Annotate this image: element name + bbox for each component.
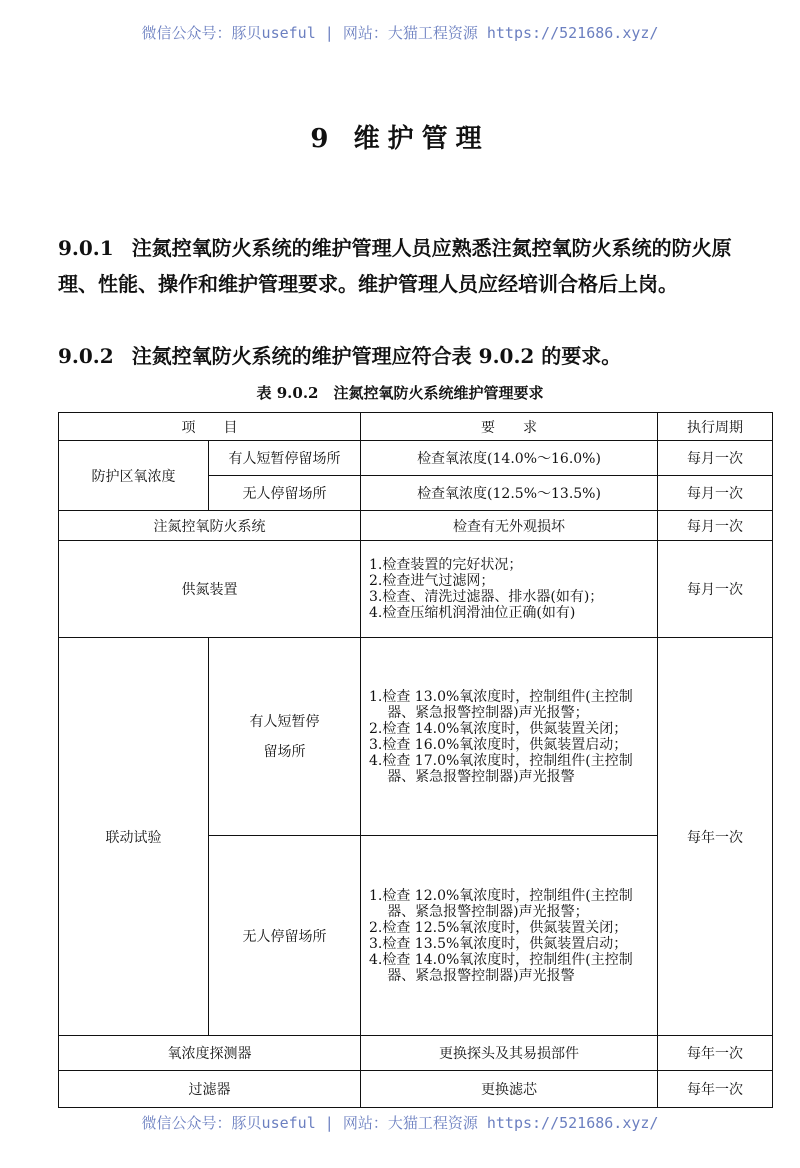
list-item: 1.检查装置的完好状况； bbox=[369, 557, 523, 573]
clause-number: 9.0.2 bbox=[58, 344, 114, 368]
list-item: 3.检查、清洗过滤器、排水器(如有)； bbox=[369, 589, 604, 605]
table-row bbox=[59, 1071, 773, 1108]
clause-text: 注氮控氧防火系统的维护管理应符合表 9.0.2 的要求。 bbox=[131, 344, 622, 368]
subitem-cell: 有人短暂停留场所 bbox=[209, 638, 361, 836]
requirement-cell: 更换滤芯 bbox=[361, 1071, 658, 1108]
period-cell: 每月一次 bbox=[658, 541, 773, 638]
list-item: 2.检查 14.0%氧浓度时，供氮装置关闭； bbox=[369, 720, 628, 737]
period-cell: 每年一次 bbox=[658, 1071, 773, 1108]
period-cell: 每月一次 bbox=[658, 441, 773, 476]
table-row bbox=[59, 441, 773, 476]
item-cell: 供氮装置 bbox=[59, 541, 361, 638]
requirement-list bbox=[361, 541, 658, 638]
table-row bbox=[59, 511, 773, 541]
item-cell: 防护区氧浓度 bbox=[59, 441, 209, 511]
section-title: 9 维护管理 bbox=[310, 124, 490, 154]
requirement-cell: 更换探头及其易损部件 bbox=[361, 1036, 658, 1071]
requirement-cell: 检查氧浓度(12.5%～13.5%) bbox=[361, 476, 658, 511]
table-row bbox=[59, 541, 773, 638]
period-cell: 每年一次 bbox=[658, 1036, 773, 1071]
list-item: 2.检查 12.5%氧浓度时，供氮装置关闭； bbox=[369, 919, 628, 936]
subitem-cell: 无人停留场所 bbox=[209, 836, 361, 1036]
item-cell: 联动试验 bbox=[59, 638, 209, 1036]
list-item: 1.检查 13.0%氧浓度时，控制组件(主控制器、紧急报警控制器)声光报警； bbox=[369, 688, 633, 721]
watermark-top: 微信公众号：豚贝useful | 网站：大猫工程资源 https://521686.xyz/ bbox=[141, 24, 659, 42]
subitem-cell: 有人短暂停留场所 bbox=[209, 441, 361, 476]
item-cell: 注氮控氧防火系统 bbox=[59, 511, 361, 541]
subitem-cell: 无人停留场所 bbox=[209, 476, 361, 511]
clause-number: 9.0.1 bbox=[58, 236, 114, 260]
requirement-cell: 检查有无外观损坏 bbox=[361, 511, 658, 541]
period-cell: 每月一次 bbox=[658, 511, 773, 541]
list-item: 4.检查压缩机润滑油位正确(如有) bbox=[369, 605, 576, 621]
table-header-row bbox=[59, 413, 773, 441]
table-caption: 表 9.0.2 注氮控氧防火系统维护管理要求 bbox=[256, 384, 544, 402]
maintenance-table bbox=[58, 412, 773, 1108]
item-cell: 氧浓度探测器 bbox=[59, 1036, 361, 1071]
period-cell: 每年一次 bbox=[658, 638, 773, 1036]
header-item: 项 目 bbox=[59, 413, 361, 441]
list-item: 4.检查 14.0%氧浓度时，控制组件(主控制器、紧急报警控制器)声光报警 bbox=[369, 951, 633, 984]
table-row bbox=[59, 1036, 773, 1071]
header-period: 执行周期 bbox=[658, 413, 773, 441]
watermark-bottom: 微信公众号：豚贝useful | 网站：大猫工程资源 https://521686.xyz/ bbox=[141, 1114, 659, 1132]
clause-9-0-1 bbox=[58, 230, 770, 302]
clause-9-0-2 bbox=[58, 338, 770, 374]
table-row bbox=[59, 638, 773, 836]
period-cell: 每月一次 bbox=[658, 476, 773, 511]
requirement-cell: 检查氧浓度(14.0%～16.0%) bbox=[361, 441, 658, 476]
list-item: 3.检查 13.5%氧浓度时，供氮装置启动； bbox=[369, 935, 628, 952]
requirement-list bbox=[361, 836, 658, 1036]
list-item: 1.检查 12.0%氧浓度时，控制组件(主控制器、紧急报警控制器)声光报警； bbox=[369, 887, 633, 920]
header-requirement: 要 求 bbox=[361, 413, 658, 441]
item-cell: 过滤器 bbox=[59, 1071, 361, 1108]
list-item: 4.检查 17.0%氧浓度时，控制组件(主控制器、紧急报警控制器)声光报警 bbox=[369, 752, 633, 785]
requirement-list bbox=[361, 638, 658, 836]
list-item: 3.检查 16.0%氧浓度时，供氮装置启动； bbox=[369, 736, 628, 753]
clause-text: 注氮控氧防火系统的维护管理人员应熟悉注氮控氧防火系统的防火原理、性能、操作和维护管理要求。维护管理人员应经培训合格后上岗。 bbox=[58, 236, 732, 296]
list-item: 2.检查进气过滤网； bbox=[369, 573, 495, 589]
